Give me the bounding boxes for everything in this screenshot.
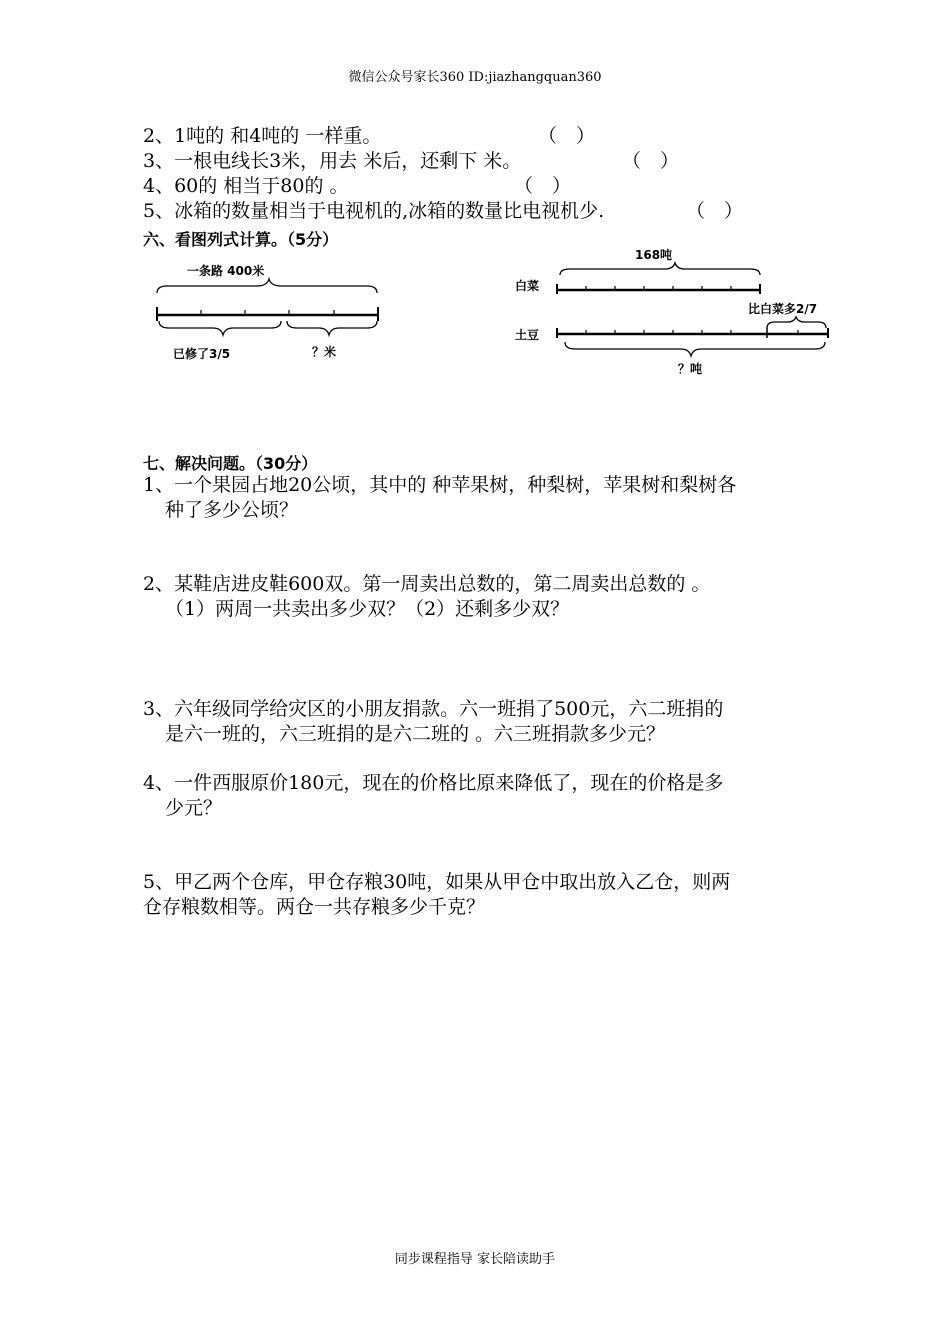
potato-total-brace: [565, 342, 825, 356]
extra-brace: [767, 317, 826, 328]
problem-4-line2: 少元？: [165, 797, 223, 819]
problem-3-line2: 是六一班的，六三班捐的是六二班的 。六三班捐款多少元？: [165, 723, 666, 745]
section7-title: 七、解决问题。（30分）: [143, 454, 318, 473]
road-total-label: 一条路 400米: [187, 264, 265, 278]
repaired-brace: [159, 321, 281, 335]
problem-2: [143, 572, 710, 622]
judge-paren-4: （ ）: [514, 175, 572, 197]
cabbage-brace: [560, 263, 760, 275]
problem-3-line1: 3、六年级同学给灾区的小朋友捐款。六一班捐了500元，六二班捐的: [143, 698, 724, 720]
problem-2-line1: 2、某鞋店进皮鞋600双。第一周卖出总数的，第二周卖出总数的 。: [143, 573, 711, 595]
problem-5-line2: 仓存粮数相等。两仓一共存粮多少千克？: [143, 896, 486, 918]
remaining-unknown-label: ？米: [312, 345, 337, 359]
problem-1-line2: 种了多少公顷？: [165, 499, 299, 521]
potato-label: 土豆: [515, 328, 540, 342]
judge-paren-3: （ ）: [622, 150, 680, 172]
judge-item-4: 4、60的 相当于80的 。: [143, 175, 349, 197]
section6-title: 六、看图列式计算。（5分）: [143, 230, 339, 249]
road-total-brace: [157, 279, 377, 293]
cabbage-amount-label: 168吨: [635, 248, 673, 262]
problem-1: [143, 473, 736, 523]
judge-paren-5: （ ）: [686, 200, 744, 222]
problem-5: [143, 870, 730, 920]
problem-3: [143, 697, 723, 747]
problem-1-line1: 1、一个果园占地20公顷，其中的 种苹果树，种梨树，苹果树和梨树各: [143, 474, 737, 496]
judge-item-3: 3、一根电线长3米，用去 米后，还剩下 米。: [143, 150, 522, 172]
problem-5-line1: 5、甲乙两个仓库，甲仓存粮30吨，如果从甲仓中取出放入乙仓，则两: [143, 871, 731, 893]
page-footer: 同步课程指导 家长陪读助手: [394, 1252, 556, 1267]
problem-2-line2: （1）两周一共卖出多少双？（2）还剩多少双？: [165, 598, 570, 620]
problem-4: [143, 771, 723, 821]
more-than-cabbage-label: 比白菜多2/7: [748, 302, 818, 316]
potato-unknown-label: ？吨: [678, 362, 703, 376]
judge-paren-2: （ ）: [538, 125, 596, 147]
problem-4-line1: 4、一件西服原价180元，现在的价格比原来降低了，现在的价格是多: [143, 772, 724, 794]
judge-item-2: 2、1吨的 和4吨的 一样重。: [143, 125, 382, 147]
remaining-brace: [287, 321, 377, 335]
page-header: 微信公众号家长360 ID:jiazhangquan360: [348, 70, 602, 85]
judge-item-5: 5、冰箱的数量相当于电视机的,冰箱的数量比电视机少.: [143, 200, 605, 222]
cabbage-label: 白菜: [515, 279, 540, 293]
repaired-label: 已修了3/5: [173, 347, 231, 361]
